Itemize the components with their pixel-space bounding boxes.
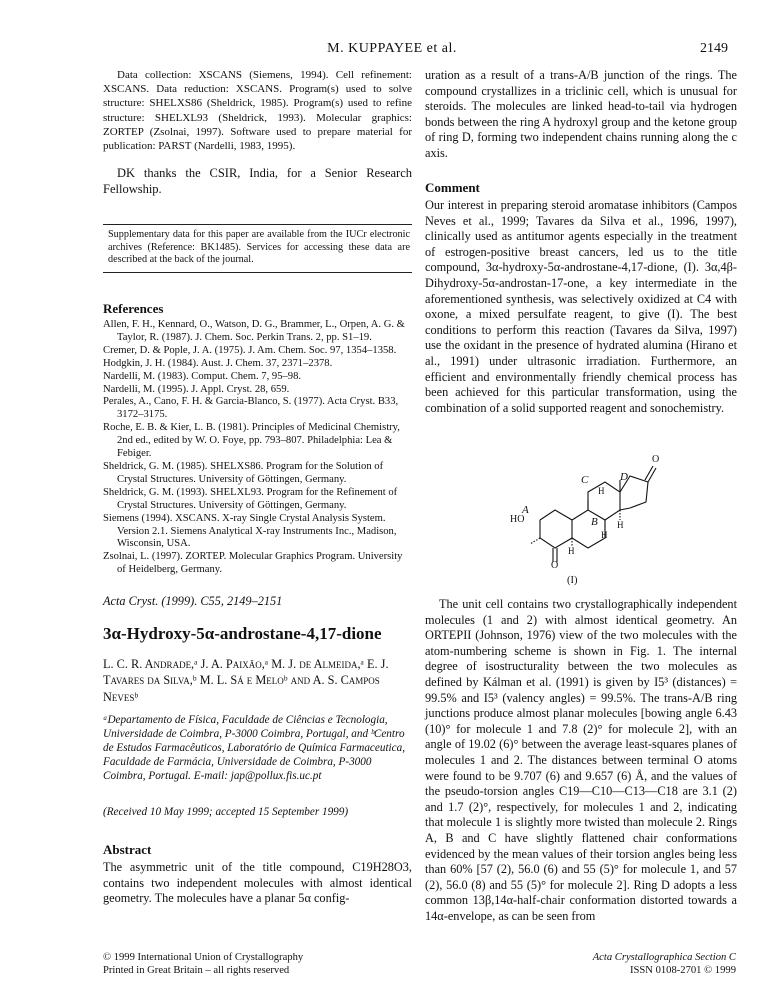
hydroxyl-label: HO bbox=[510, 514, 525, 525]
author-list: L. C. R. Andrade,ᵃ J. A. Paixão,ᵃ M. J. de Almeida,ᵃ E. J. Tavares da Silva,ᵇ M. L. Sá e Meloᵇ and A. S. Campos Nevesᵇ bbox=[103, 657, 389, 704]
ketone-oxygen-label-c4: O bbox=[551, 560, 559, 571]
reference-item: Sheldrick, G. M. (1985). SHELXS86. Program for the Solution of Crystal Structures. University of Göttingen, Germany. bbox=[103, 460, 384, 485]
reference-item: Sheldrick, G. M. (1993). SHELXL93. Program for the Refinement of Crystal Structures. University of Göttingen, Germany. bbox=[103, 486, 398, 511]
left-column bbox=[103, 68, 412, 197]
ring-b-label: B bbox=[591, 516, 598, 528]
data-collection-text: Data collection: XSCANS (Siemens, 1994). Cell refinement: XSCANS. Data reduction: XSCANS. Program(s) used to solve structure: SHELXS86 (Sheldrick, 1985). Program(s) used to refine structure: SHELXL93 (Sheldrick, 1993). Molecular graphics: ZORTEP (Zsolnai, 1997). Software used to prepare material for publication: PARST (Nardelli, 1983, 1995). bbox=[103, 69, 412, 153]
references-list bbox=[103, 319, 412, 577]
journal-reference: Acta Cryst. (1999). C55, 2149–2151 bbox=[103, 594, 283, 608]
reference-item: Allen, F. H., Kennard, O., Watson, D. G., Brammer, L., Orpen, A. G. & Taylor, R. (1987). J. Chem. Soc. Perkin Trans. 2, pp. S1–19. bbox=[103, 319, 405, 343]
page-number: 2149 bbox=[700, 41, 728, 56]
hydrogen-label: H bbox=[617, 520, 624, 530]
ring-c-label: C bbox=[581, 474, 589, 486]
footer-left bbox=[103, 951, 303, 977]
running-title: M. KUPPAYEE et al. bbox=[327, 41, 457, 56]
journal-name: Acta Crystallographica Section C bbox=[592, 952, 736, 963]
affiliations: ᵃDepartamento de Física, Faculdade de Ciências e Tecnologia, Universidade de Coimbra, P-3000 Coimbra, Portugal, and ᵇCentro de Estudos Farmacêuticos, Laboratório de Química Farmaceutica, Faculdade de Farmácia, Universidade de Coimbra, P-3000 Coimbra, Portugal. E-mail: jap@pollux.fis.uc.pt bbox=[103, 714, 406, 782]
hydrogen-label: H bbox=[601, 530, 608, 540]
reference-item: Roche, E. B. & Kier, L. B. (1981). Principles of Medicinal Chemistry, 2nd ed., edited by W. O. Foye, pp. 793–807. Philadelphia: Lea & Febiger. bbox=[103, 422, 400, 460]
ketone-oxygen-label-c17: O bbox=[652, 454, 660, 465]
printed-line: Printed in Great Britain – all rights reserved bbox=[103, 965, 290, 976]
acknowledgement-text: DK thanks the CSIR, India, for a Senior Research Fellowship. bbox=[103, 166, 412, 197]
footer-right bbox=[593, 951, 736, 977]
issn-line: ISSN 0108-2701 © 1999 bbox=[629, 965, 736, 976]
reference-item: Hodgkin, J. H. (1984). Aust. J. Chem. 37, 2371–2378. bbox=[103, 357, 333, 369]
steroid-structure-diagram bbox=[500, 438, 710, 566]
hydrogen-label: H bbox=[568, 546, 575, 556]
reference-item: Nardelli, M. (1995). J. Appl. Cryst. 28, 659. bbox=[103, 383, 290, 395]
supplementary-rule-top bbox=[103, 224, 412, 225]
ring-d-label: D bbox=[620, 471, 628, 483]
comment-paragraph-2: The unit cell contains two crystallographically independent molecules (1 and 2) with almost identical geometry. An ORTEPII (Johnson, 1976) view of the two molecules with the atom-numbering scheme is shown in Fig. 1. The internal degree of isostructurality between the two molecules as defined by Kálman et al. (1991) is given by I5³ (distances) = 99.5% and I5³ (valency angles) = 99.5%. The trans-A/B ring junctions produce almost planar molecules [bowing angle 6.43 (10)° for molecule 1 and 7.8 (2)° for molecule 2], with an angle of 19.02 (6)° between the average least-squares planes of molecules 1 and 2. The distances between terminal O atoms were found to be 9.707 (6) and 9.657 (6) Å, and the values of the pseudo-torsion angles C19—C10—C13—C18 are 3.1 (2) and 1.7 (2)°, respectively, for molecules 1 and 2, indicating that molecule 1 is slightly more twisted than molecule 2. Rings A, B and C have slightly flattened chair conformations evidenced by the mean values of their torsion angles being less than 60% [57 (2), 56.0 (6) and 55 (5)° for molecule 1, and 57 (2), 56.0 (8) and 55 (5)° for molecule 2]. Ring D adopts a less common 13β,14α-half-chair conformation distorted towards a 14α-envelope, as can be seen from bbox=[425, 597, 737, 923]
reference-item: Nardelli, M. (1983). Comput. Chem. 7, 95–98. bbox=[103, 370, 302, 382]
references-heading: References bbox=[103, 301, 164, 316]
article-title: 3α-Hydroxy-5α-androstane-4,17-dione bbox=[103, 624, 382, 643]
reference-item: Siemens (1994). XSCANS. X-ray Single Crystal Analysis System. Version 2.1. Siemens Analytical X-ray Instruments Inc., Madison, Wisconsin, USA. bbox=[103, 512, 397, 550]
copyright-line: © 1999 International Union of Crystallography bbox=[103, 952, 304, 963]
reference-item: Perales, A., Cano, F. H. & Garcia-Blanco, S. (1977). Acta Cryst. B33, 3172–3175. bbox=[103, 396, 399, 421]
abstract-heading: Abstract bbox=[103, 842, 152, 857]
hydrogen-label: H bbox=[598, 486, 605, 496]
abstract-continuation: uration as a result of a trans-A/B junction of the rings. The compound crystallizes in a triclinic cell, which is unusual for steroids. The molecules are linked head-to-tail via hydrogen bonds between the ring A hydroxyl group and the ketone group of ring D, forming two independent chains running along the c axis. bbox=[425, 68, 737, 160]
supplementary-note: Supplementary data for this paper are available from the IUCr electronic archives (Reference: BK1485). Services for accessing these data are described at the back of the journal. bbox=[108, 229, 410, 266]
supplementary-rule-bottom bbox=[103, 272, 412, 273]
reference-item: Cremer, D. & Pople, J. A. (1975). J. Am. Chem. Soc. 97, 1354–1358. bbox=[103, 344, 397, 356]
ring-a-label: A bbox=[522, 504, 529, 516]
reference-item: Zsolnai, L. (1997). ZORTEP. Molecular Graphics Program. University of Heidelberg, Germany. bbox=[103, 551, 403, 576]
comment-paragraph-1: Our interest in preparing steroid aromatase inhibitors (Campos Neves et al., 1999; Tavares da Silva et al., 1996, 1997), clinically used as antitumor agents especially in the treatment of estrogen-positive breast cancers, led us to the title compound, 3α-hydroxy-5α-androstane-4,17-dione, (I). 3α,4β-Dihydroxy-5α-androstan-17-one, a key intermediate in the aforementioned synthesis, was selectively oxidized at C4 with oxone, a mixed persulfate reagent, to give (I). The best conditions to perform this reaction (Tavares da Silva, 1997) use the oxidant in the presence of hydrated alumina (Hirano et al., 1991) under ultrasonic irradiation. Furthermore, an efficient and environmentally friendly chemical process has been achieved for this particular transformation, using the combination of a solid supported reagent and sonochemistry. bbox=[425, 198, 737, 415]
received-dates: (Received 10 May 1999; accepted 15 September 1999) bbox=[103, 806, 349, 818]
comment-heading: Comment bbox=[425, 180, 480, 195]
compound-label: (I) bbox=[567, 575, 578, 586]
abstract-text: The asymmetric unit of the title compound, C19H28O3, contains two independent molecules with almost identical geometry. The molecules have a planar 5α config- bbox=[103, 860, 412, 906]
